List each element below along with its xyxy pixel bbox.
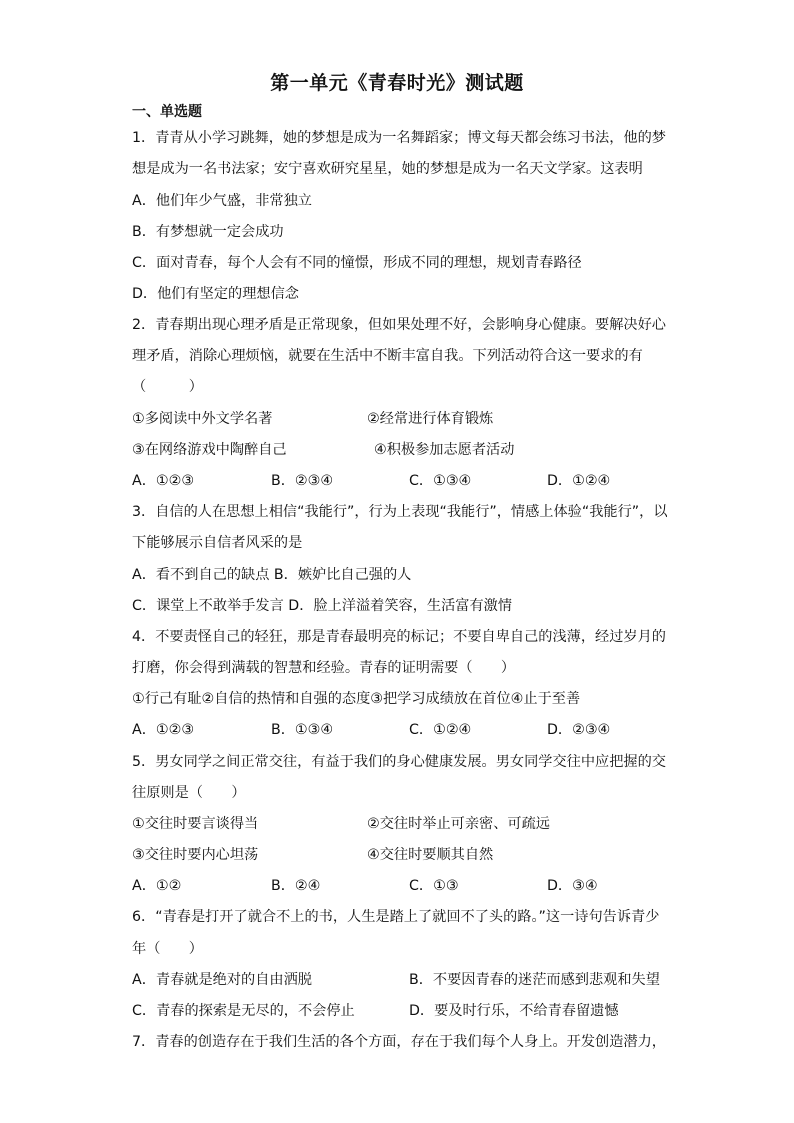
q5-option-c: C．①③ <box>409 878 459 894</box>
q2-stem-line: 2．青春期出现心理矛盾是正常现象，但如果处理不好，会影响身心健康。要解决好心 <box>132 317 666 333</box>
q4-option-c: C．①②④ <box>409 722 472 738</box>
q6-stem-line: 年（ ） <box>132 941 203 957</box>
q3-stem-line: 下能够展示自信者风采的是 <box>132 535 303 551</box>
q1-stem-line: 想是成为一名书法家；安宁喜欢研究星星，她的梦想是成为一名天文学家。这表明 <box>132 161 643 177</box>
q3-options-ab: A．看不到自己的缺点 B．嫉妒比自己强的人 <box>132 567 412 583</box>
section-heading: 一、单选题 <box>132 104 202 120</box>
q5-option-a: A．①② <box>132 878 182 894</box>
q4-stem-line: 打磨，你会得到满载的智慧和经验。青春的证明需要（ ） <box>132 660 516 676</box>
q2-option-c: C．①③④ <box>409 473 472 489</box>
q1-option-a: A．他们年少气盛，非常独立 <box>132 193 312 209</box>
q1-option-c: C．面对青春，每个人会有不同的憧憬，形成不同的理想，规划青春路径 <box>132 255 582 271</box>
q6-stem-line: 6．“青春是打开了就合不上的书，人生是踏上了就回不了头的路。”这一诗句告诉青少 <box>132 909 660 925</box>
q1-option-d: D．他们有坚定的理想信念 <box>132 286 299 302</box>
q2-option-a: A．①②③ <box>132 473 195 489</box>
q1-stem-line: 1．青青从小学习跳舞，她的梦想是成为一名舞蹈家；博文每天都会练习书法，他的梦 <box>132 130 666 146</box>
q5-stem-line: 5．男女同学之间正常交往，有益于我们的身心健康发展。男女同学交往中应把握的交 <box>132 754 666 770</box>
q2-option-b: B．②③④ <box>271 473 334 489</box>
q4-option-a: A．①②③ <box>132 722 195 738</box>
q5-item: ③交往时要内心坦荡 <box>132 847 259 863</box>
q3-options-cd: C．课堂上不敢举手发言 D．脸上洋溢着笑容，生活富有激情 <box>132 598 513 614</box>
q2-option-d: D．①②④ <box>547 473 611 489</box>
q2-answer-blank: （ ） <box>132 379 203 395</box>
q6-option-d: D．要及时行乐，不给青春留遗憾 <box>409 1003 619 1019</box>
q4-items: ①行己有耻②自信的热情和自强的态度③把学习成绩放在首位④止于至善 <box>132 691 581 707</box>
q6-option-c: C．青春的探索是无尽的，不会停止 <box>132 1003 355 1019</box>
q3-stem-line: 3．自信的人在思想上相信“我能行”，行为上表现“我能行”，情感上体验“我能行”，以 <box>132 504 668 520</box>
q4-option-d: D．②③④ <box>547 722 611 738</box>
q2-item: ④积极参加志愿者活动 <box>374 442 515 458</box>
page-title: 第一单元《青春时光》测试题 <box>270 72 524 94</box>
q1-option-b: B．有梦想就一定会成功 <box>132 224 284 240</box>
q7-stem-line: 7．青春的创造存在于我们生活的各个方面，存在于我们每个人身上。开发创造潜力， <box>132 1034 666 1050</box>
q4-stem-line: 4．不要责怪自己的轻狂，那是青春最明亮的标记；不要自卑自己的浅薄，经过岁月的 <box>132 629 666 645</box>
q2-item: ①多阅读中外文学名著 <box>132 411 273 427</box>
q2-item: ②经常进行体育锻炼 <box>367 411 494 427</box>
q5-item: ④交往时要顺其自然 <box>367 847 494 863</box>
q5-item: ①交往时要言谈得当 <box>132 816 259 832</box>
q5-stem-line: 往原则是（ ） <box>132 785 246 801</box>
q5-item: ②交往时举止可亲密、可疏远 <box>367 816 550 832</box>
q6-option-b: B．不要因青春的迷茫而感到悲观和失望 <box>409 972 660 988</box>
q5-option-d: D．③④ <box>547 878 598 894</box>
q5-option-b: B．②④ <box>271 878 321 894</box>
q6-option-a: A．青春就是绝对的自由洒脱 <box>132 972 312 988</box>
q4-option-b: B．①③④ <box>271 722 334 738</box>
q2-stem-line: 理矛盾，消除心理烦恼，就要在生活中不断丰富自我。下列活动符合这一要求的有 <box>132 348 643 364</box>
q2-item: ③在网络游戏中陶醉自己 <box>132 442 287 458</box>
